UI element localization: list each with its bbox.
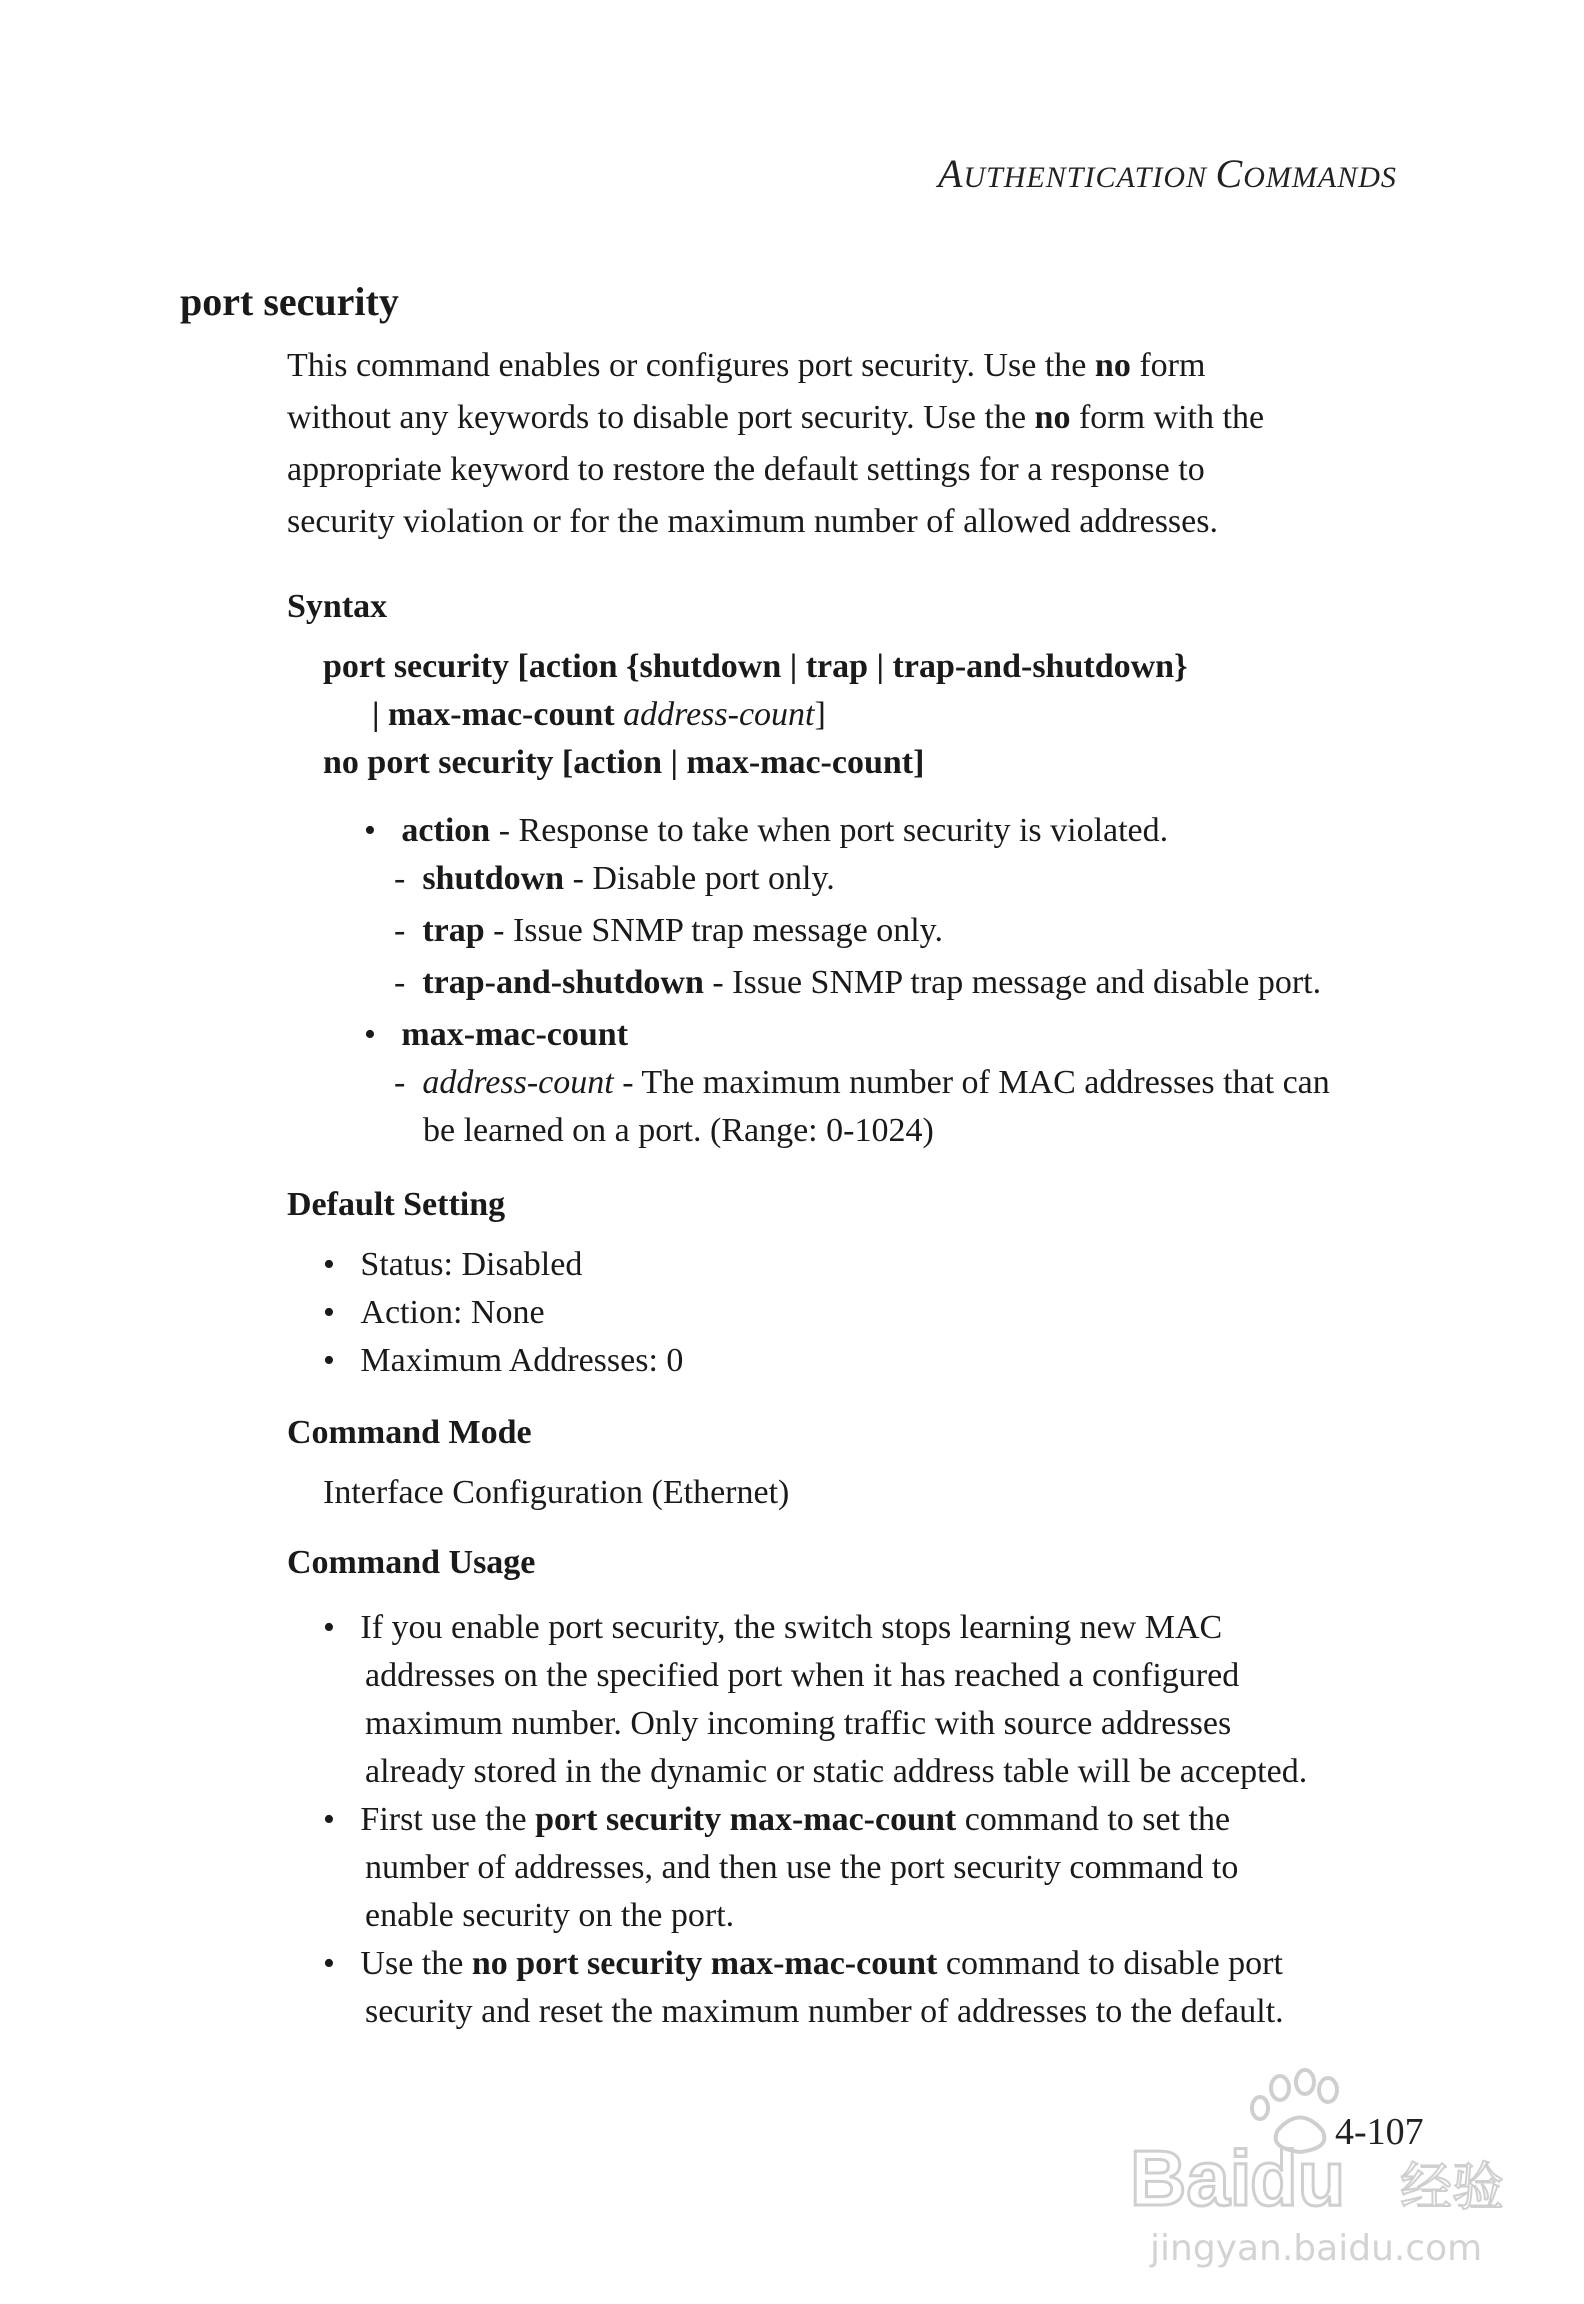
syntax-line-2: | max-mac-count address-count] — [372, 696, 826, 733]
syntax-heading: Syntax — [287, 588, 388, 625]
param-action: • action - Response to take when port security is violated. — [364, 812, 1169, 849]
param-address-count: - address-count - The maximum number of MAC addresses that can — [394, 1064, 1330, 1101]
param-trap-and-shutdown: - trap-and-shutdown - Issue SNMP trap message and disable port. — [394, 964, 1322, 1001]
command-usage-heading: Command Usage — [287, 1544, 536, 1581]
default-item: • Status: Disabled — [323, 1246, 583, 1283]
param-max-mac-count: • max-mac-count — [364, 1016, 629, 1053]
default-item: • Action: None — [323, 1294, 545, 1331]
default-item: • Maximum Addresses: 0 — [323, 1342, 684, 1379]
usage-item: • If you enable port security, the switch stops learning new MAC addresses on the specified port when it has reached a configured maximum number. Only incoming traffic with source addresses already stored in the dynamic or static address table will be accepted. — [323, 1609, 1308, 1790]
baidu-watermark — [1110, 2060, 1510, 2280]
watermark-brand-du: du — [1250, 2134, 1346, 2222]
usage-item: • Use the no port security max-mac-count command to disable port security and reset the maximum number of addresses to the default. — [323, 1945, 1284, 2030]
usage-item: • First use the port security max-mac-count command to set the number of addresses, and then use the port security command to enable security on the port. — [323, 1801, 1239, 1934]
param-shutdown: - shutdown - Disable port only. — [394, 860, 835, 897]
param-address-count-cont: be learned on a port. (Range: 0-1024) — [423, 1112, 934, 1149]
running-head: AUTHENTICATION COMMANDS — [938, 151, 1397, 196]
page-title: port security — [180, 279, 399, 324]
command-mode-heading: Command Mode — [287, 1414, 532, 1451]
syntax-line-3: no port security [action | max-mac-count] — [323, 744, 925, 781]
default-setting-heading: Default Setting — [287, 1186, 506, 1223]
param-trap: - trap - Issue SNMP trap message only. — [394, 912, 943, 949]
page-number: 4-107 — [1335, 2111, 1424, 2153]
command-mode-text: Interface Configuration (Ethernet) — [323, 1474, 790, 1511]
intro-paragraph: This command enables or configures port security. Use the no form without any keywords to disable port security. Use the no form with the appropriate keyword to restore the default settings for a response to security violation or for the maximum number of allowed addresses. — [287, 347, 1265, 540]
syntax-line-1: port security [action {shutdown | trap | trap-and-shutdown} — [323, 648, 1188, 685]
watermark-brand: Bai — [1130, 2134, 1252, 2222]
watermark-suffix: 经验 — [1400, 2158, 1505, 2218]
watermark-url: jingyan.baidu.com — [1150, 2228, 1483, 2269]
